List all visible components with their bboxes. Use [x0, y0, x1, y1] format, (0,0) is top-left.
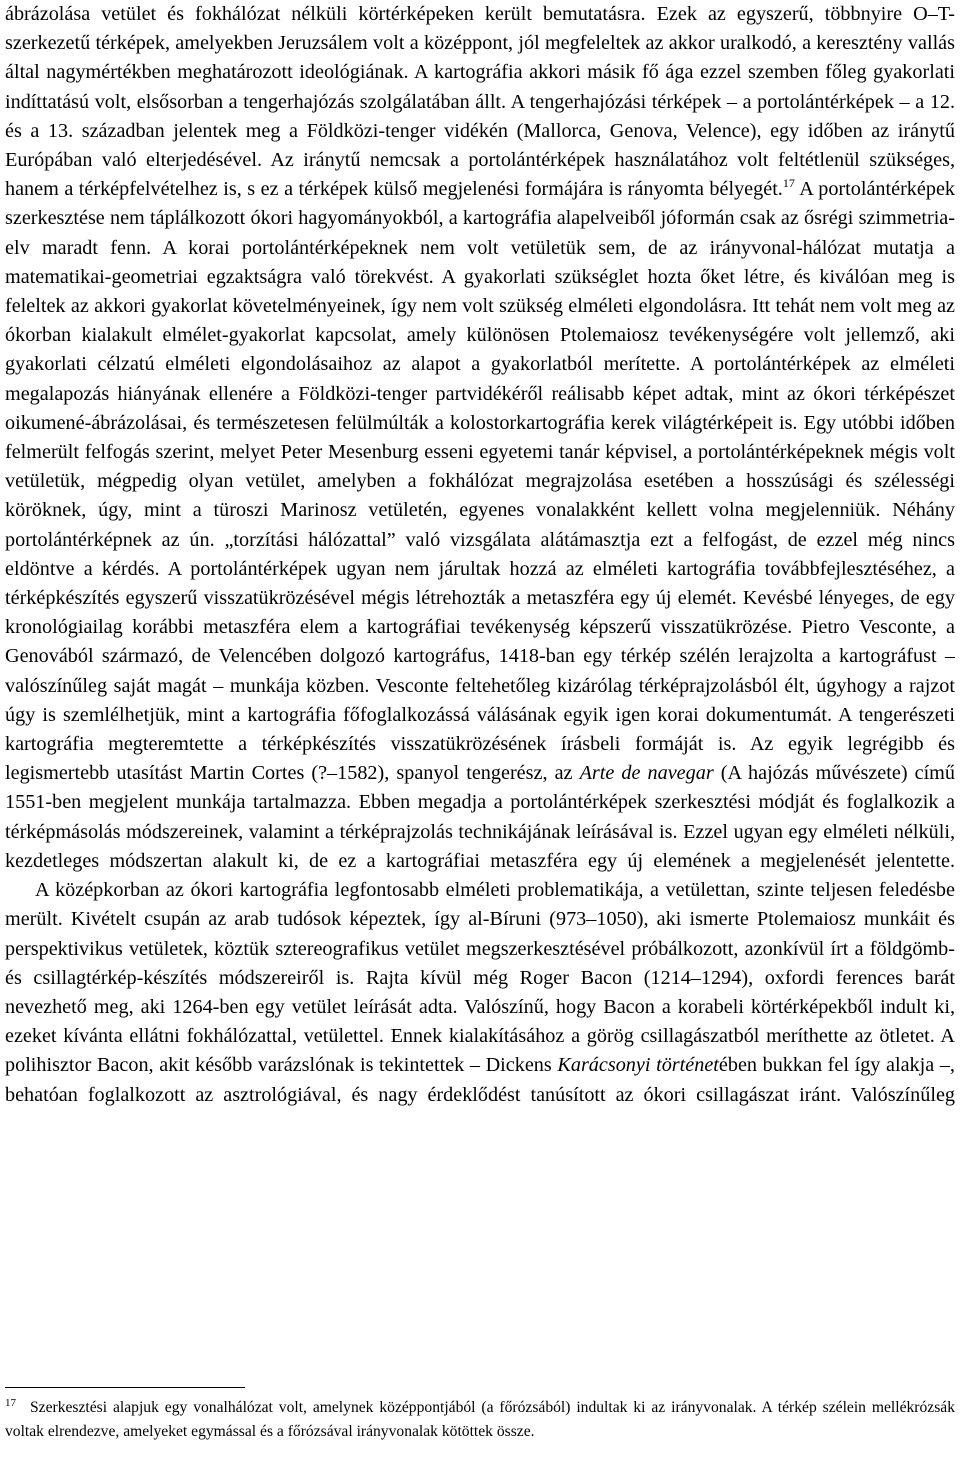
paragraph-2 [5, 876, 955, 1110]
paragraph-1-part-3: (A hajózás művészete) című 1551-ben megjelent munkája tartalmazza. Ebben megadja a portolántérképek szerkesztési módját és foglalkozik a térképmásolás módszereinek, valamint a térképrajzolás technikájának leírásával is. Ezzel ugyan egy elméleti nélküli, kezdetleges módszertan alakult ki, de ez a kartográfiai metaszféra egy új elemének a megjelenését jelentette. [5, 762, 955, 872]
paragraph-1-part-1: ábrázolása vetület és fokhálózat nélküli körtérképeken került bemutatásra. Ezek az egyszerű, többnyire O–T-szerkezetű térképek, amelyekben Jeruzsálem volt a középpont, jól megfeleltek az akkor uralkodó, a keresztény vallás által nagymértékben meghatározott ideológiának. A kartográfia akkori másik fő ága ezzel szemben főleg gyakorlati indíttatású volt, elsősorban a tengerhajózás szolgálatában állt. A tengerhajózási térképek – a portolántérképek – a 12. és a 13. században jelentek meg a Földközi-tenger vidékén (Mallorca, Genova, Velence), egy időben az iránytű Európában való elterjedésével. Az iránytű nemcsak a portolántérképek használatához volt feltétlenül szükséges, hanem a térképfelvételhez is, s ez a térképek külső megjelenési formájára is rányomta bélyegét. [5, 3, 955, 201]
footnote [5, 1396, 955, 1443]
footnote-reference: 17 [782, 176, 795, 191]
main-text [5, 0, 955, 1110]
footnote-number: 17 [5, 1397, 16, 1409]
paragraph-2-part-1: A középkorban az ókori kartográfia legfontosabb elméleti problematikája, a vetülettan, szinte teljesen feledésbe merült. Kivételt csupán az arab tudósok képeztek, így al-Bíruni (973–1050), aki ismerte Ptolemaiosz munkáit és perspektivikus vetületek, köztük sztereografikus vetület megszerkesztésével próbálkozott, azonkívül írt a földgömb- és csillagtérkép-készítés módszereiről is. Rajta kívül még Roger Bacon (1214–1294), oxfordi ferences barát nevezhető meg, aki 1264-ben egy vetület leírását adta. Valószínű, hogy Bacon a korabeli körtérképekből indult ki, ezeket kívánta ellátni fokhálózattal, vetülettel. Ennek kialakításához a görög csillagászatból meríthette az ötletet. A polihisztor Bacon, akit később varázslónak is tekintettek – Dickens [5, 879, 955, 1077]
paragraph-2-part-2: ében bukkan fel így alakja –, behatóan foglalkozott az asztrológiával, és nagy érdeklődést tanúsított az ókori csillagászat iránt. Valószínűleg [5, 1054, 955, 1106]
document-page [5, 0, 955, 1440]
paragraph-1 [5, 0, 955, 876]
book-title-arte-de-navegar: Arte de navegar [579, 762, 714, 785]
footnote-text: Szerkesztési alapjuk egy vonalhálózat volt, amelynek középpontjából (a főrózsából) indultak ki az irányvonalak. A térkép szélein mellékrózsák voltak elrendezve, amelyeket egymással és a főrózsával irányvonalak kötöttek össze. [5, 1399, 955, 1440]
book-title-karacsonyi-tortenet: Karácsonyi történet [557, 1054, 719, 1077]
footnote-divider [5, 1387, 245, 1388]
paragraph-1-part-2: A portolántérképek szerkesztése nem táplálkozott ókori hagyományokból, a kartográfia alapelveiből jóformán csak az ősrégi szimmetria-elv maradt fenn. A korai portolántérképeknek nem volt vetületük sem, de az irányvonal-hálózat mutatja a matematikai-geometriai egzaktságra való törekvést. A gyakorlati szükséglet hozta őket létre, és kiválóan meg is feleltek az akkori gyakorlat követelményeinek, így nem volt szükség elméleti elgondolásra. Itt tehát nem volt meg az ókorban kialakult elmélet-gyakorlat kapcsolat, amely különösen Ptolemaiosz tevékenységére volt jellemző, aki gyakorlati célzatú elméleti elgondolásaihoz az alapot a gyakorlatból merítette. A portolántérképek az elméleti megalapozás hiányának ellenére a Földközi-tenger partvidékéről reálisabb képet adtak, mint az ókori térképészet oikumené-ábrázolásai, és természetesen felülmúlták a kolostorkartográfia kerek világtérképeit is. Egy utóbbi időben felmerült felfogás szerint, melyet Peter Mesenburg esseni egyetemi tanár képvisel, a portolántérképeknek mégis volt vetületük, mégpedig olyan vetület, amelyben a fokhálózat megrajzolása esetében a hosszúsági és szélességi köröknek, úgy, mint a türoszi Marinosz vetületén, egyenes vonalakként kellett volna megjelenniük. Néhány portolántérképnek az ún. „torzítási hálózattal” való vizsgálata alátámasztja ezt a felfogást, de ezzel még nincs eldöntve a kérdés. A portolántérképek ugyan nem járultak hozzá az elméleti kartográfia továbbfejlesztéséhez, a térképkészítés egyszerű visszatükrözésével mégis létrehozták a metaszféra egy új elemét. Kevésbé lényeges, de egy kronológiailag korábbi metaszféra elem a kartográfiai tevékenység képszerű visszatükrözése. Pietro Vesconte, a Genovából származó, de Velencében dolgozó kartográfus, 1418-ban egy térkép szélén lerajzolta a kartográfust – valószínűleg saját magát – munkája közben. Vesconte feltehetőleg kizárólag térképrajzolásból élt, úgyhogy a rajzot úgy is szemlélhetjük, mint a kartográfia főfoglalkozássá válásának egyik igen korai dokumentumát. A tengerészeti kartográfia megteremtette a térképkészítés visszatükrözésének írásbeli formáját is. Az egyik legrégibb és legismertebb utasítást Martin Cortes (?–1582), spanyol tengerész, az [5, 178, 955, 785]
